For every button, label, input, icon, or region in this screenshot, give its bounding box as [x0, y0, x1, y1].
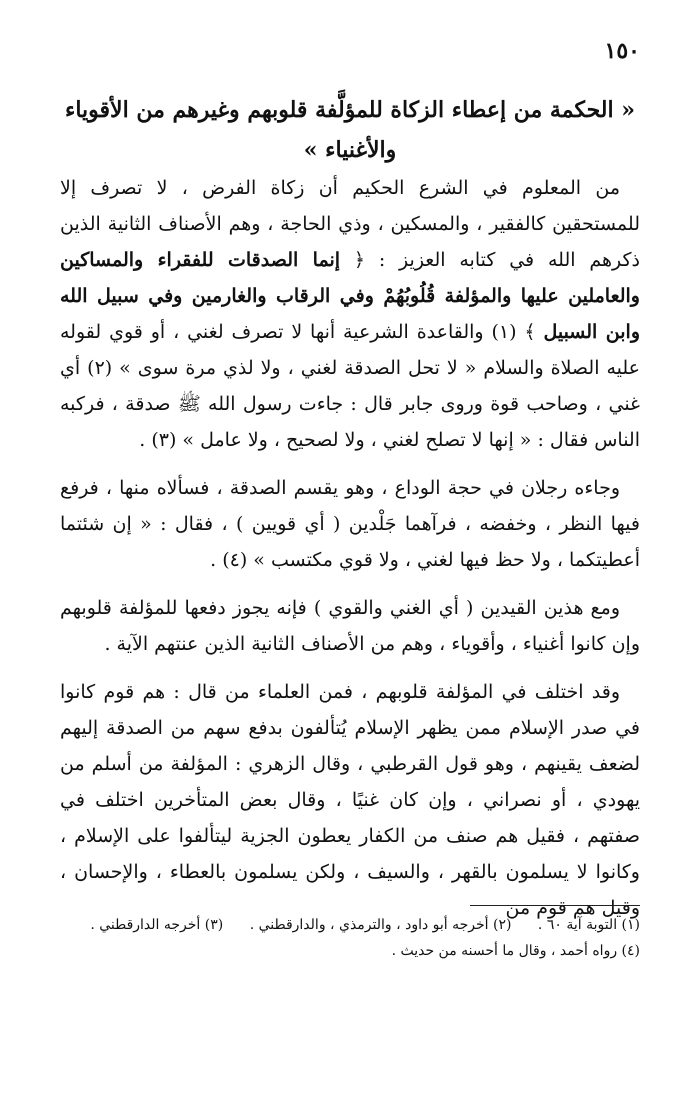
paragraph-2	[60, 470, 640, 578]
footnote-3: (٣) أخرجه الدارقطني .	[90, 917, 224, 933]
footnote-row-2	[60, 938, 640, 964]
paragraph-3-text: ومع هذين القيدين ( أي الغني والقوي ) فإنه يجوز دفعها للمؤلفة قلوبهم وإن كانوا أغنياء ، وأقوياء ، وهم من الأصناف الثانية الذين عنتهم الآية .	[60, 597, 640, 655]
paragraph-2-text: وجاءه رجلان في حجة الوداع ، وهو يقسم الصدقة ، فسألاه منها ، فرفع فيها النظر ، وخفضه ، فرآهما جَلْدين ( أي قويين ) ، فقال : « إن شئتما أعطيتكما ، ولا حظ فيها لغني ، ولا قوي مكتسب » (٤) .	[60, 477, 640, 571]
footnote-4: (٤) رواه أحمد ، وقال ما أحسنه من حديث .	[391, 943, 640, 959]
paragraph-3	[60, 590, 640, 662]
quran-verse: إنما الصدقات للفقراء والمساكين والعاملين عليها والمؤلفة قُلُوبُهُمْ وفي الرقاب والغارمين وفي سبيل الله وابن السبيل	[60, 249, 640, 343]
paragraph-1-text: من المعلوم في الشرع الحكيم أن زكاة الفرض ، لا تصرف إلا للمستحقين كالفقير ، والمسكين ، وذي الحاجة ، وهم الأصناف الثانية الذين ذكرهم الله في كتابه العزيز : ﴿	[60, 177, 640, 271]
footnote-divider	[470, 905, 640, 906]
body-text	[60, 170, 640, 926]
page	[60, 0, 640, 1098]
page-number: ١٥٠	[604, 38, 640, 64]
section-title: « الحكمة من إعطاء الزكاة للمؤلَّفة قلوبهم وغيرهم من الأقوياء والأغنياء »	[64, 97, 636, 163]
paragraph-4-text: وقد اختلف في المؤلفة قلوبهم ، فمن العلماء من قال : هم قوم كانوا في صدر الإسلام ممن يظهر الإسلام يُتألفون بدفع سهم من الصدقة إليهم لضعف يقينهم ، وهو قول القرطبي ، وقال الزهري : المؤلفة من أسلم من يهودي ، أو نصراني ، وإن كان غنيًا ، وقال بعض المتأخرين اختلف في صفتهم ، فقيل هم صنف من الكفار يعطون الجزية ليتألفوا على الإسلام ، وكانوا لا يسلمون بالقهر ، والسيف ، ولكن يسلمون بالعطاء ، والإحسان ، وقيل هم قوم من	[60, 681, 640, 919]
footnote-row-1	[60, 912, 640, 938]
footnote-1: (١) التوبة آية ٦٠ .	[537, 917, 640, 933]
paragraph-1	[60, 170, 640, 458]
footnotes	[60, 912, 640, 964]
footnote-2: (٢) أخرجه أبو داود ، والترمذي ، والدارقطني .	[249, 917, 512, 933]
paragraph-1-text-cont: ﴾ (١) والقاعدة الشرعية أنها لا تصرف لغني ، أو قوي لقوله عليه الصلاة والسلام « لا تحل الصدقة لغني ، ولا لذي مرة سوى » (٢) أي غني ، وصاحب قوة وروى جابر قال : جاءت رسول الله ﷺ صدقة ، فركبه الناس فقال : « إنها لا تصلح لغني ، ولا لصحيح ، ولا عامل » (٣) .	[60, 321, 641, 451]
paragraph-4	[60, 674, 640, 926]
